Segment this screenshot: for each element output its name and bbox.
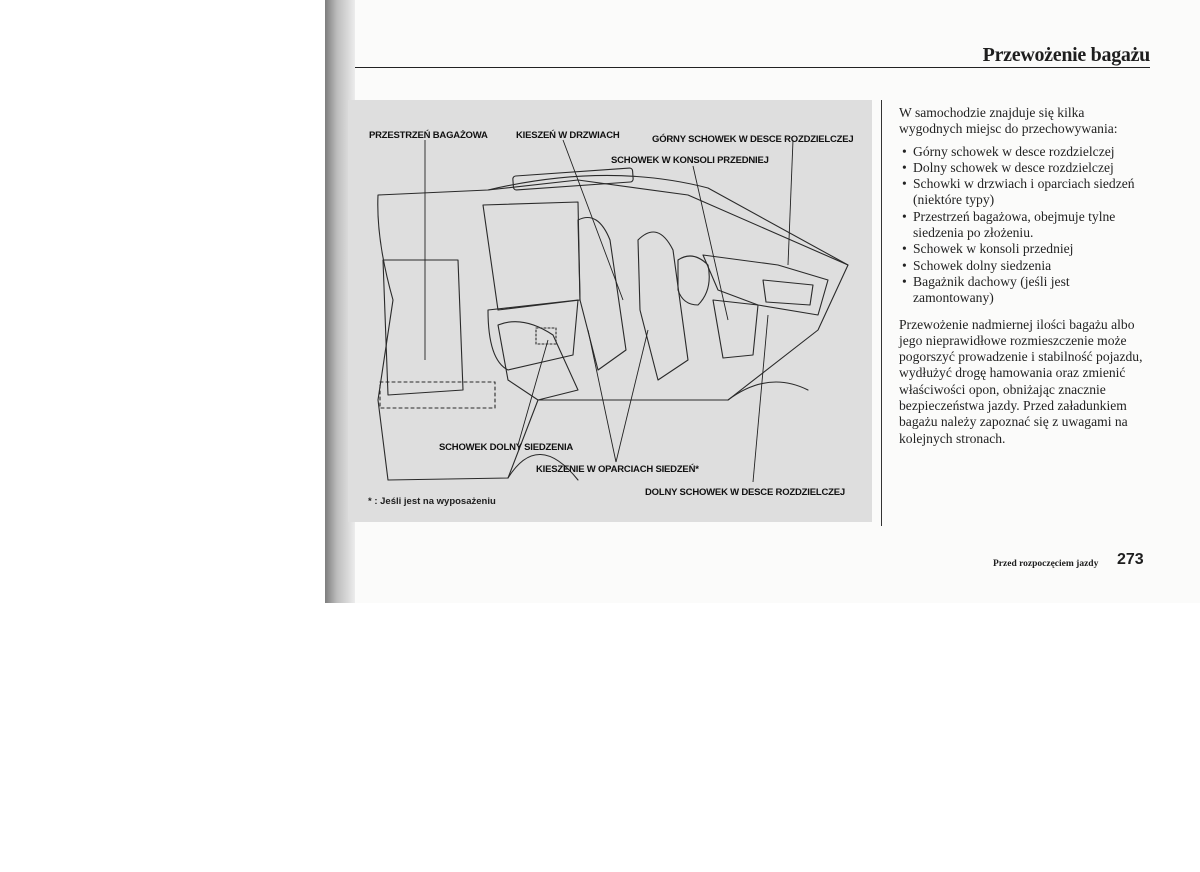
storage-diagram [348, 100, 872, 522]
label-seatback-pockets: KIESZENIE W OPARCIACH SIEDZEŃ* [536, 464, 699, 475]
list-item: • Schowek dolny siedzenia [899, 258, 1147, 274]
callout-upper-glove [788, 140, 793, 265]
list-item: • Górny schowek w desce rozdzielczej [899, 144, 1147, 160]
label-console: SCHOWEK W KONSOLI PRZEDNIEJ [611, 155, 769, 166]
text-column [899, 105, 1147, 447]
callout-lower-glove [753, 315, 768, 482]
intro-paragraph: W samochodzie znajduje się kilka wygodnych miejsc do przechowywania: [899, 105, 1118, 137]
label-cargo-area: PRZESTRZEŃ BAGAŻOWA [369, 130, 488, 141]
sunroof [513, 168, 634, 190]
list-item: • Schowek w konsoli przedniej [899, 241, 1147, 257]
center-console [713, 300, 758, 358]
page-number: 273 [1117, 551, 1144, 568]
car-body-outline [378, 180, 848, 480]
label-under-seat: SCHOWEK DOLNY SIEDZENIA [439, 442, 574, 453]
footer-section: Przed rozpoczęciem jazdy [993, 559, 1099, 569]
list-item: • Dolny schowek w desce rozdzielczej [899, 160, 1147, 176]
steering-wheel [678, 256, 709, 305]
car-interior-illustration [348, 100, 872, 522]
title-rule [355, 67, 1150, 68]
label-door-pockets: KIESZEŃ W DRZWIACH [516, 130, 620, 141]
glove-box [763, 280, 813, 305]
warning-paragraph: Przewożenie nadmiernej ilości bagażu albo jego nieprawidłowe rozmieszczenie może pogorszyć prowadzenie i stabilność pojazdu, wydłużyć drogę hamowania oraz zmienić właściwości opon, obniżając znacznie bezpieczeństwa jazdy. Przed załadunkiem bagażu należy zapoznać się z uwagami na kolejnych stronach. [899, 316, 1143, 446]
under-seat-storage-marker [380, 382, 495, 408]
page-title: Przewożenie bagażu [982, 44, 1150, 66]
list-item: • Przestrzeń bagażowa, obejmuje tylne siedzenia po złożeniu. [899, 209, 1147, 242]
list-item: • Schowki w drzwiach i oparciach siedzeń (niektóre typy) [899, 176, 1147, 209]
front-seat-front [638, 232, 688, 380]
list-item: • Bagażnik dachowy (jeśli jest zamontowany) [899, 274, 1147, 307]
callout-seatback-b [616, 330, 648, 462]
callout-seatback-a [588, 330, 616, 462]
rear-door-frame [483, 202, 580, 310]
rear-cargo [383, 260, 463, 395]
callout-lines [425, 140, 793, 482]
column-divider [881, 100, 882, 526]
storage-list [899, 144, 1147, 307]
rear-seat [498, 322, 578, 400]
label-lower-glove-box: DOLNY SCHOWEK W DESCE ROZDZIELCZEJ [645, 487, 845, 498]
footnote: * : Jeśli jest na wyposażeniu [368, 496, 496, 507]
callout-under-seat [518, 340, 548, 445]
roof-line [488, 175, 848, 265]
front-seat-rear [578, 218, 626, 371]
label-upper-glove-box: GÓRNY SCHOWEK W DESCE ROZDZIELCZEJ [652, 134, 854, 145]
